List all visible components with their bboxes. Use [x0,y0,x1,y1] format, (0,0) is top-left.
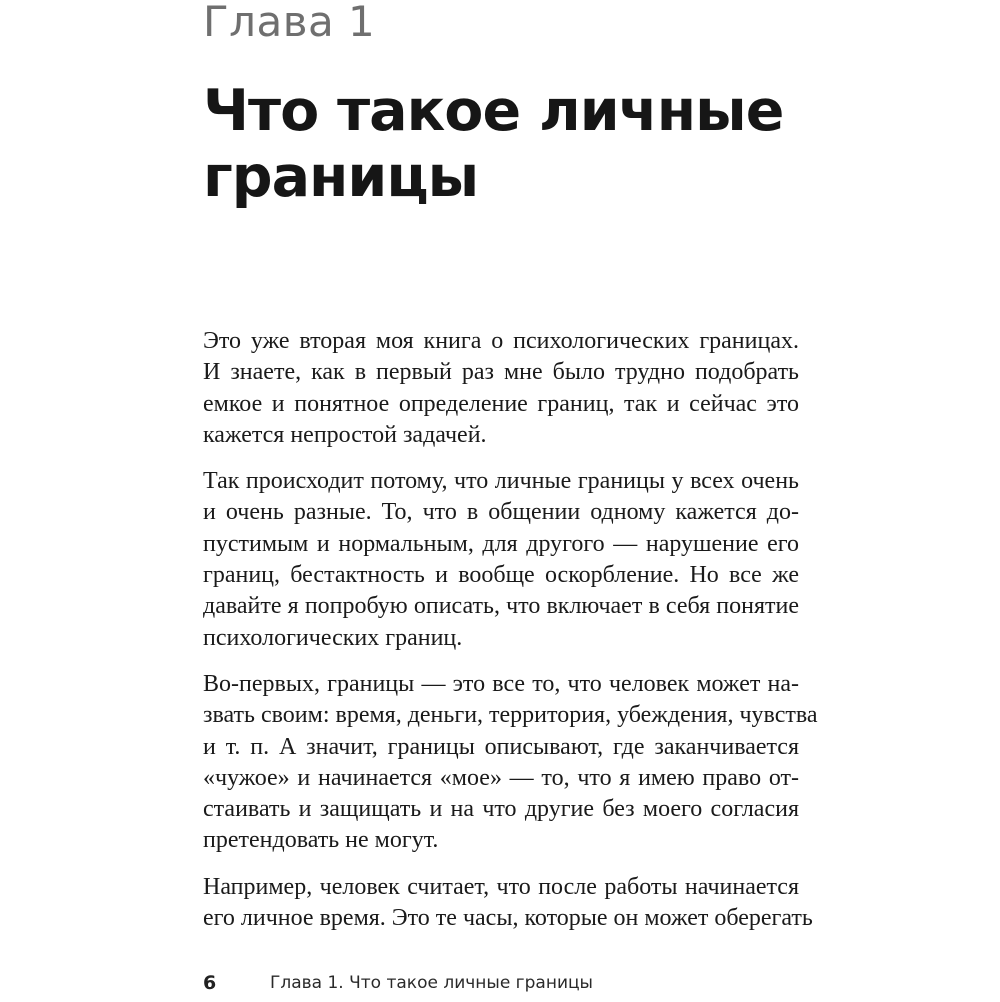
text-line: и очень разные. То, что в общении одному кажется до- [203,499,799,526]
paragraph [203,872,813,935]
chapter-title [203,78,843,210]
page-number: 6 [203,972,217,994]
text-line: Так происходит потому, что личные границы у всех очень [203,468,799,495]
text-line: «чужое» и начинается «мое» — то, что я имею право от- [203,764,799,791]
text-line: Это уже вторая моя книга о психологических границах. [203,328,799,354]
body-text [203,326,818,949]
text-line: емкое и понятное определение границ, так и сейчас это [203,390,799,417]
text-line: и т. п. А значит, границы описывают, где заканчивается [203,733,799,760]
text-line: психологических границ. [203,624,463,651]
text-line: границ, бестактность и вообще оскорбление. Но все же [203,562,799,589]
text-line: давайте я попробую описать, что включает в себя понятие [203,593,799,620]
chapter-title-line: Что такое личные [203,78,784,144]
text-line: претендовать не могут. [203,827,439,854]
paragraph [203,466,799,654]
text-line: Например, человек считает, что после работы начинается [203,873,799,900]
text-line: его личное время. Это те часы, которые он может оберегать [203,905,813,932]
paragraph [203,326,799,451]
chapter-label: Глава 1 [203,0,376,46]
chapter-title-line: границы [203,144,479,210]
text-line: пустимым и нормальным, для другого — нарушение его [203,530,799,557]
running-header: Глава 1. Что такое личные границы [270,973,593,993]
text-line: И знаете, как в первый раз мне было трудно подобрать [203,359,799,386]
paragraph [203,669,818,857]
text-line: звать своим: время, деньги, территория, убеждения, чувства [203,702,818,729]
text-line: стаивать и защищать и на что другие без моего согласия [203,796,799,823]
text-line: Во-первых, границы — это все то, что человек может на- [203,670,799,697]
text-line: кажется непростой задачей. [203,421,487,448]
